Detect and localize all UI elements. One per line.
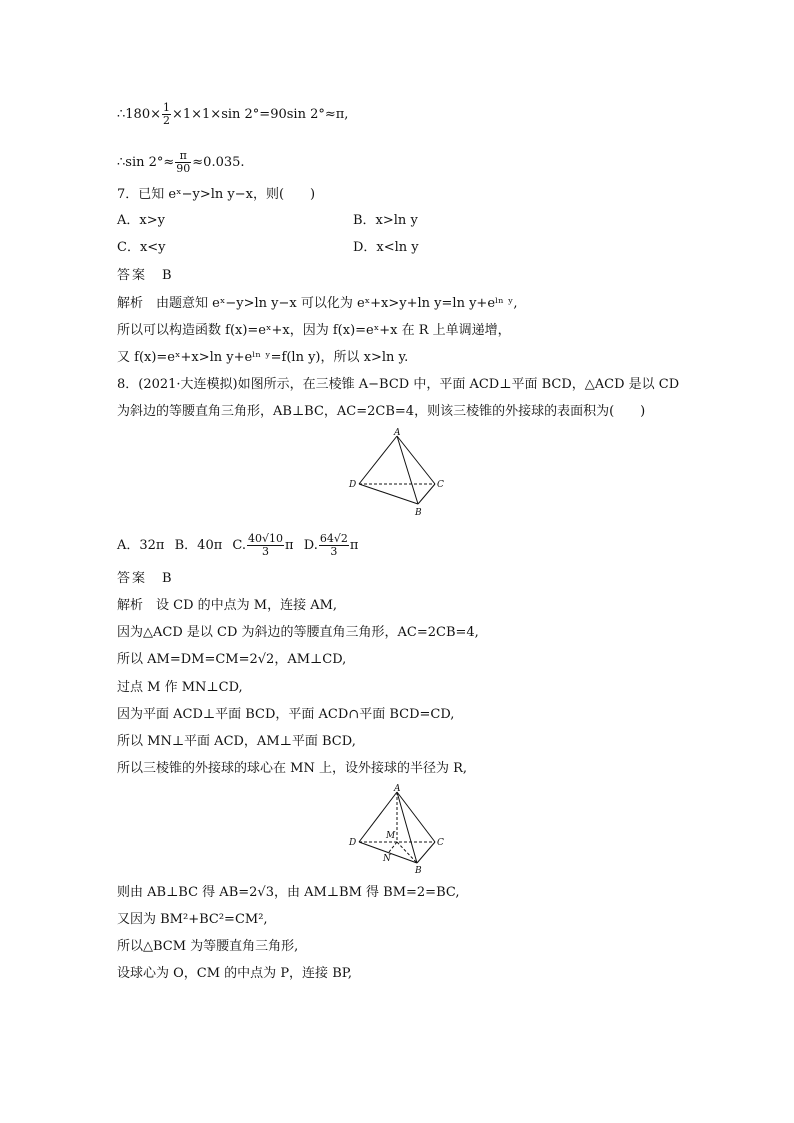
solution-8-line-4: 过点 M 作 MN⊥CD, — [117, 680, 243, 695]
q8-option-a: A．32π — [117, 538, 165, 553]
fraction-half — [162, 102, 171, 127]
answer-7: 答案 B — [117, 268, 174, 283]
q8-option-c — [232, 532, 294, 558]
solution-8-line-3: 所以 AM=DM=CM=2√2，AM⊥CD, — [117, 652, 347, 667]
fraction-pi-90 — [175, 150, 191, 175]
solution-8-line-2: 因为△ACD 是以 CD 为斜边的等腰直角三角形，AC=2CB=4, — [117, 625, 479, 640]
text: ∴180× — [117, 107, 161, 122]
label-d: D — [349, 838, 357, 848]
segment-mn — [389, 842, 397, 852]
label-n: N — [383, 854, 391, 864]
q8-option-b: B．40π — [174, 538, 223, 553]
solution-8-line-7: 所以三棱锥的外接球的球心在 MN 上，设外接球的半径为 R, — [117, 761, 468, 776]
label-b: B — [415, 508, 422, 518]
numerator: 40√10 — [248, 532, 284, 545]
solution-8-line-1: 解析 设 CD 的中点为 M，连接 AM, — [117, 598, 338, 613]
edge-ab — [397, 792, 417, 863]
question-7: 7．已知 eˣ−y>ln y−x，则( ) — [117, 187, 316, 202]
edge-ad — [359, 436, 397, 484]
label-m: M — [386, 831, 396, 841]
solution-8-line-11: 设球心为 O，CM 的中点为 P，连接 BP, — [117, 966, 352, 981]
text: D. — [303, 538, 318, 553]
text: ×1×1×sin 2°=90sin 2°≈π, — [171, 107, 349, 122]
edge-db — [359, 484, 418, 504]
edge-cb — [418, 484, 435, 504]
denominator: 2 — [162, 114, 170, 127]
q7-option-d: D．x<ln y — [353, 240, 419, 255]
denominator: 3 — [262, 545, 270, 558]
solution-8-line-5: 因为平面 ACD⊥平面 BCD，平面 ACD∩平面 BCD=CD, — [117, 707, 455, 722]
text: π — [349, 538, 359, 553]
denominator: 3 — [330, 545, 338, 558]
tetrahedron-figure-1 — [345, 428, 450, 520]
label-c: C — [437, 480, 444, 490]
text: ∴sin 2°≈ — [117, 155, 175, 170]
tetrahedron-figure-2 — [345, 784, 450, 876]
question-8-line-1: 8．(2021·大连模拟)如图所示，在三棱锥 A−BCD 中，平面 ACD⊥平面 BCD，△ACD 是以 CD — [117, 377, 680, 392]
solution-7-line-1: 解析 由题意知 eˣ−y>ln y−x 可以化为 eˣ+x>y+ln y=ln y+eˡⁿ ʸ, — [117, 296, 518, 311]
solution-8-line-10: 所以△BCM 为等腰直角三角形, — [117, 939, 299, 954]
fraction — [319, 533, 349, 558]
numerator: 1 — [162, 101, 170, 114]
q7-option-b: B．x>ln y — [353, 213, 418, 228]
q7-option-c: C．x<y — [117, 240, 166, 255]
edge-ac — [397, 436, 435, 484]
solution-line-1 — [117, 102, 348, 127]
solution-line-2 — [117, 150, 245, 175]
edge-ac — [397, 792, 435, 842]
edge-cb — [417, 842, 435, 863]
solution-7-line-3: 又 f(x)=eˣ+x>ln y+eˡⁿ ʸ=f(ln y)，所以 x>ln y. — [117, 350, 409, 365]
numerator: 64√2 — [319, 532, 348, 545]
solution-8-line-8: 则由 AB⊥BC 得 AB=2√3，由 AM⊥BM 得 BM=2=BC, — [117, 885, 460, 900]
label-b: B — [415, 866, 422, 876]
q7-option-a: A．x>y — [117, 213, 165, 228]
answer-8: 答案 B — [117, 571, 174, 586]
fraction — [247, 533, 284, 558]
q8-options — [117, 533, 358, 558]
solution-8-line-9: 又因为 BM²+BC²=CM², — [117, 912, 268, 927]
label-a: A — [394, 428, 401, 438]
label-c: C — [437, 838, 444, 848]
question-8-line-2: 为斜边的等腰直角三角形，AB⊥BC，AC=2CB=4，则该三棱锥的外接球的表面积为( ) — [117, 404, 646, 419]
solution-8-line-6: 所以 MN⊥平面 ACD，AM⊥平面 BCD, — [117, 734, 356, 749]
text: π — [285, 538, 294, 553]
text: ≈0.035. — [192, 155, 245, 170]
q8-option-d — [303, 532, 359, 558]
label-d: D — [349, 480, 357, 490]
solution-7-line-2: 所以可以构造函数 f(x)=eˣ+x，因为 f(x)=eˣ+x 在 R 上单调递增， — [117, 323, 511, 338]
denominator: 90 — [176, 162, 191, 175]
text: C. — [232, 538, 247, 553]
label-a: A — [394, 784, 401, 794]
numerator: π — [175, 150, 191, 163]
edge-ab — [397, 436, 418, 504]
